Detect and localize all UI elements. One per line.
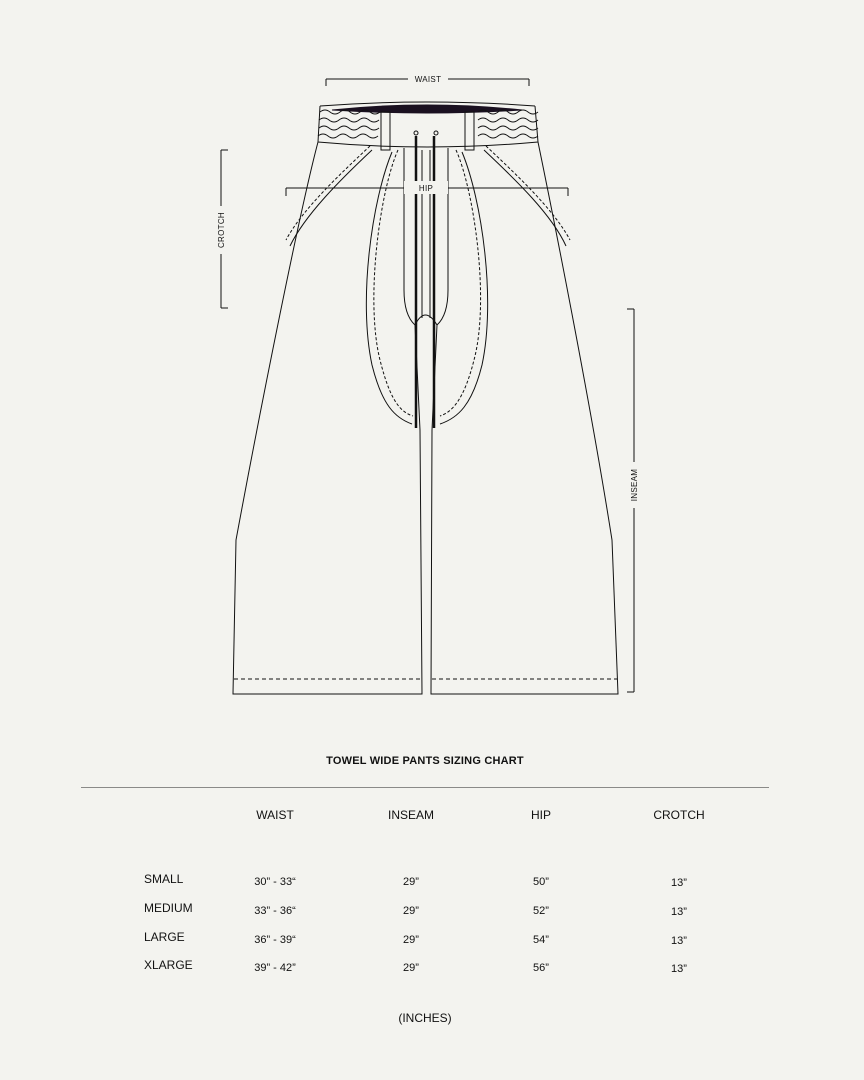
row-label-medium: MEDIUM <box>144 901 193 915</box>
crotch-dim-label: CROTCH <box>217 211 226 249</box>
col-header-crotch: CROTCH <box>653 808 705 822</box>
cell-small-waist: 30” - 33“ <box>254 876 296 888</box>
cell-xlarge-waist: 39” - 42” <box>254 962 296 974</box>
cell-large-inseam: 29” <box>403 934 419 946</box>
cell-xlarge-crotch: 13” <box>671 963 687 975</box>
col-header-hip: HIP <box>530 808 552 822</box>
cell-large-crotch: 13” <box>671 935 687 947</box>
col-header-inseam: INSEAM <box>387 808 435 822</box>
drawstrings <box>416 136 434 428</box>
cell-large-hip: 54” <box>533 934 549 946</box>
units-note: (INCHES) <box>398 1011 452 1025</box>
cell-medium-crotch: 13” <box>671 906 687 918</box>
waistband <box>318 102 538 150</box>
cell-small-inseam: 29” <box>403 876 419 888</box>
hip-dim-label: HIP <box>418 184 434 193</box>
cell-large-waist: 36” - 39“ <box>254 934 296 946</box>
cell-xlarge-hip: 56” <box>533 962 549 974</box>
cell-medium-waist: 33” - 36“ <box>254 905 296 917</box>
row-label-large: LARGE <box>144 930 185 944</box>
cell-small-hip: 50” <box>533 876 549 888</box>
row-label-small: SMALL <box>144 872 184 886</box>
inseam-dim-label: INSEAM <box>630 468 639 502</box>
chart-title: TOWEL WIDE PANTS SIZING CHART <box>326 755 524 767</box>
cell-small-crotch: 13” <box>671 877 687 889</box>
cell-medium-inseam: 29” <box>403 905 419 917</box>
divider <box>81 787 769 788</box>
cell-xlarge-inseam: 29” <box>403 962 419 974</box>
cell-medium-hip: 52” <box>533 905 549 917</box>
row-label-xlarge: XLARGE <box>144 958 193 972</box>
col-header-waist: WAIST <box>256 808 294 822</box>
pants-body <box>233 142 618 694</box>
waist-dim-label: WAIST <box>414 75 442 84</box>
